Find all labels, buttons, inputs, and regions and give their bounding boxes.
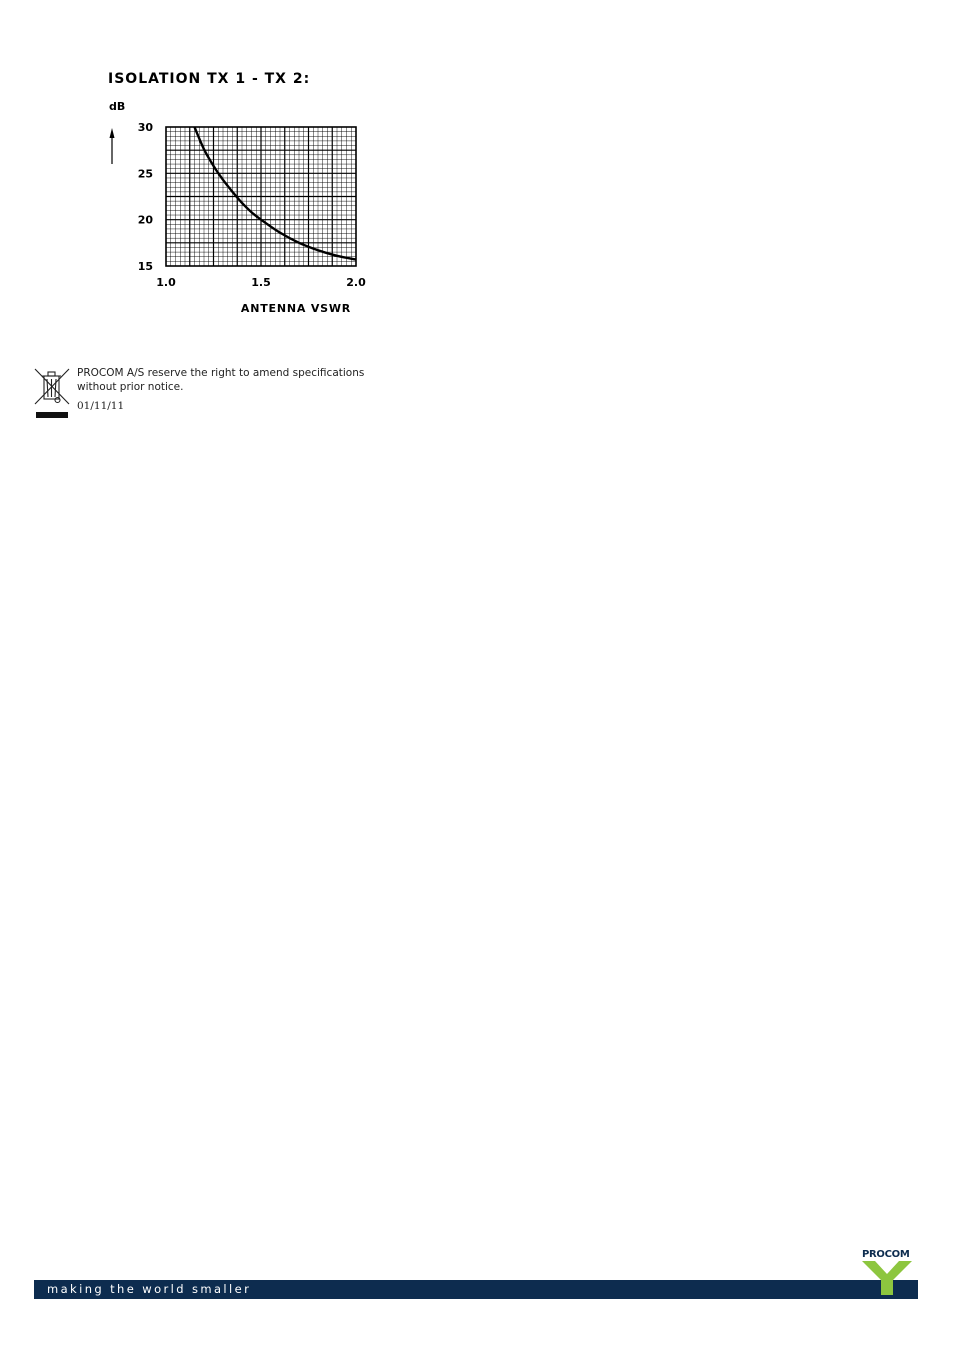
slogan: making the world smaller <box>47 1282 252 1296</box>
x-tick-label: 1.0 <box>156 276 176 289</box>
x-tick-labels <box>156 276 366 289</box>
y-tick-label: 25 <box>137 167 153 181</box>
y-axis-arrow <box>110 128 115 164</box>
x-tick-label: 1.5 <box>251 276 271 289</box>
y-tick-label: 30 <box>137 121 153 134</box>
crossed-out-wheelie-bin-icon <box>32 366 72 420</box>
chart-title: ISOLATION TX 1 - TX 2: <box>108 71 311 87</box>
y-tick-label: 20 <box>137 213 153 227</box>
footer-bar <box>34 1280 918 1299</box>
y-tick-labels <box>138 121 154 273</box>
brand-name: PROCOM <box>862 1249 910 1260</box>
y-tick-label: 15 <box>137 260 153 273</box>
document-date: 01/11/11 <box>77 400 125 412</box>
y-axis-label: dB <box>109 100 126 113</box>
procom-y-logo-icon <box>862 1260 912 1296</box>
isolation-chart <box>100 98 370 320</box>
x-tick-label: 2.0 <box>346 276 366 289</box>
specification-notice: PROCOM A/S reserve the right to amend specifications without prior notice. <box>77 367 365 393</box>
x-axis-label: ANTENNA VSWR <box>240 302 352 315</box>
